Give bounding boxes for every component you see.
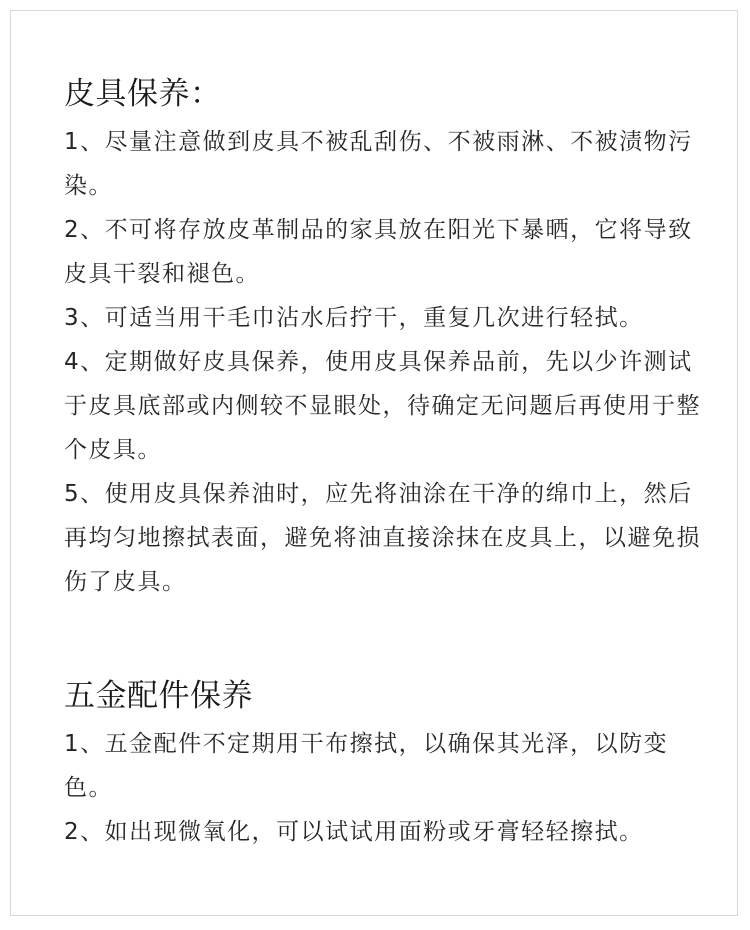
leather-care-item-1: 1、尽量注意做到皮具不被乱刮伤、不被雨淋、不被渍物污染。	[64, 129, 693, 199]
hardware-care-title: 五金配件保养	[64, 678, 253, 714]
leather-care-title: 皮具保养：	[64, 76, 222, 112]
hardware-care-item-1: 1、五金配件不定期用干布擦拭，以确保其光泽，以防变色。	[64, 731, 669, 801]
leather-care-item-3: 3、可适当用干毛巾沾水后拧干，重复几次进行轻拭。	[64, 305, 644, 331]
leather-care-item-5: 5、使用皮具保养油时，应先将油涂在干净的绵巾上，然后再均匀地擦拭表面，避免将油直接涂抹在皮具上，以避免损伤了皮具。	[64, 481, 701, 595]
leather-care-item-2: 2、不可将存放皮革制品的家具放在阳光下暴晒，它将导致皮具干裂和褪色。	[64, 217, 693, 287]
leather-care-section	[64, 74, 704, 604]
leather-care-item-4: 4、定期做好皮具保养，使用皮具保养品前，先以少许测试于皮具底部或内侧较不显眼处，待确定无问题后再使用于整个皮具。	[64, 349, 701, 463]
hardware-care-section	[64, 676, 704, 854]
hardware-care-item-2: 2、如出现微氧化，可以试试用面粉或牙膏轻轻擦拭。	[64, 819, 644, 845]
